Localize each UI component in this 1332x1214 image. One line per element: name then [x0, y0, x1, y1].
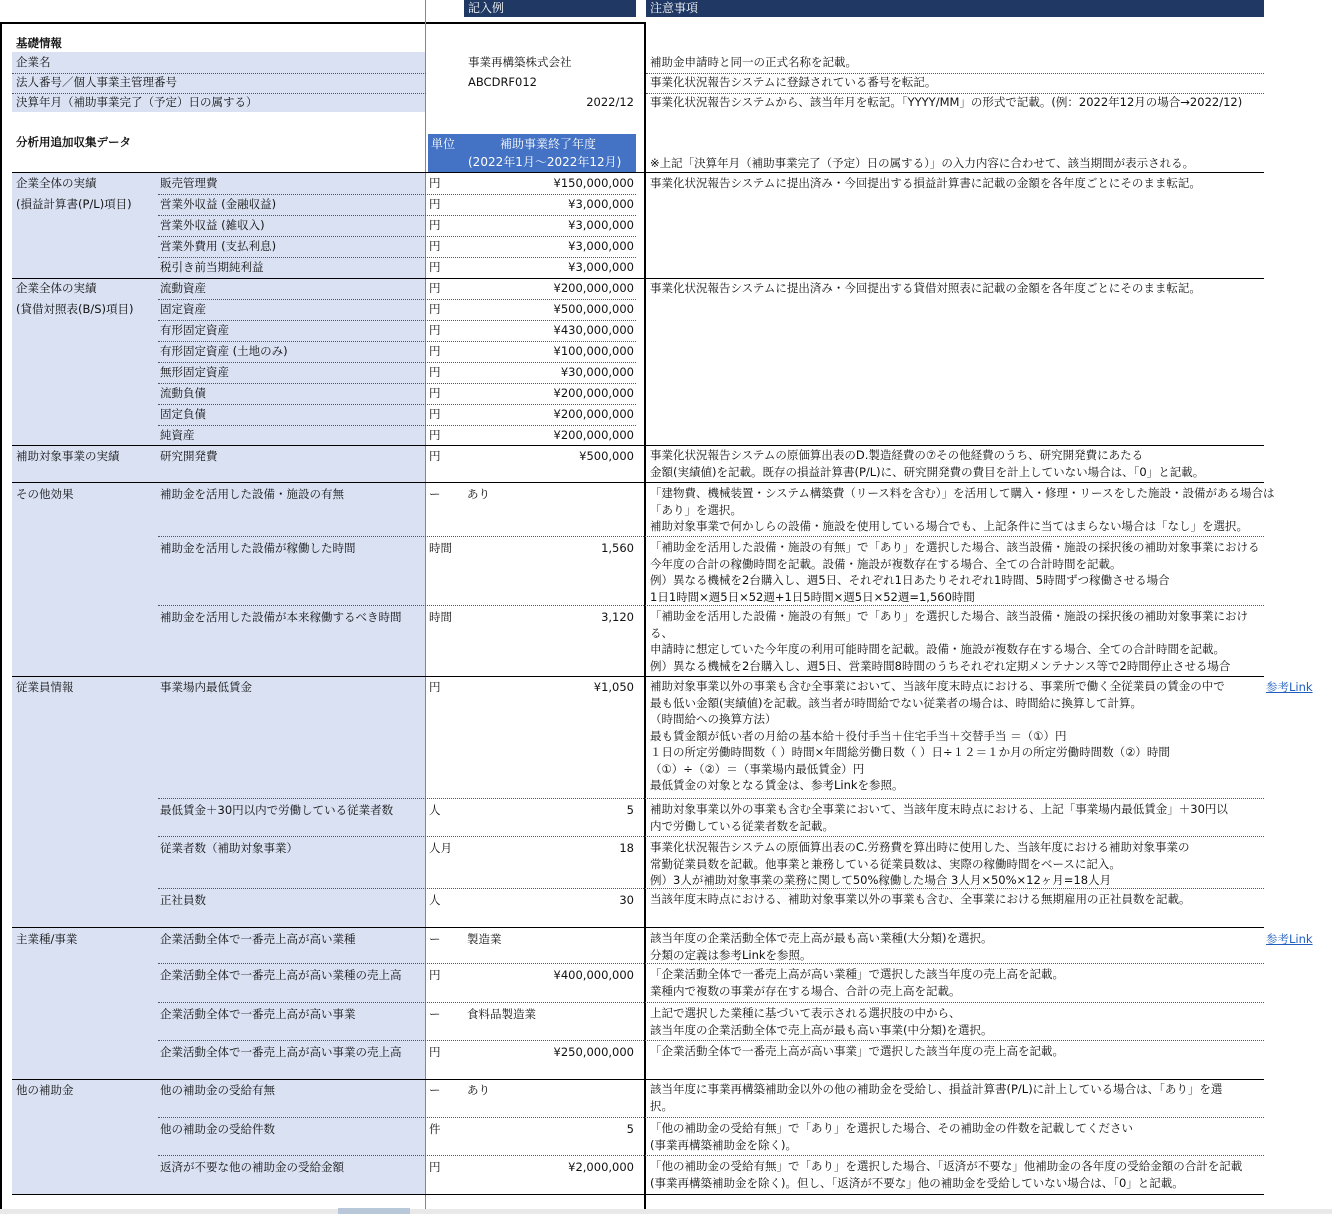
- row-border: [12, 482, 1264, 483]
- value-cell: 3,120: [601, 610, 634, 624]
- value-cell: 食料品製造業: [467, 1007, 536, 1021]
- group-label: 他の補助金: [16, 1083, 74, 1097]
- item-label: 補助金を活用した設備が稼働した時間: [160, 541, 356, 555]
- example-header: 記入例: [464, 0, 636, 17]
- value-cell: ¥2,000,000: [568, 1160, 634, 1174]
- value-cell: ¥100,000,000: [553, 344, 634, 358]
- item-label: 他の補助金の受給件数: [160, 1122, 275, 1136]
- row-border: [158, 194, 636, 195]
- notes-header: 注意事項: [646, 0, 1264, 17]
- note-line: 「企業活動全体で一番売上高が高い業種」で選択した該当年度の売上高を記載。: [650, 967, 1064, 981]
- row-border: [158, 605, 1264, 606]
- note-line: 例）3人が補助対象事業の業務に関して50%稼働した場合 3人月×50%×12ヶ月=18人月: [650, 873, 1112, 887]
- note-line: 補助対象事業以外の事業も含む全事業において、当該年度末時点における、事業所で働く全従業員の賃金の中で: [650, 679, 1225, 693]
- item-label: 企業活動全体で一番売上高が高い事業: [160, 1007, 356, 1021]
- basic-label: 決算年月（補助事業完了（予定）日の属する）: [16, 95, 258, 109]
- row-border: [158, 798, 1264, 799]
- unit-cell: 円: [429, 218, 441, 232]
- value-cell: ¥3,000,000: [568, 218, 634, 232]
- note-line: （時間給への換算方法）: [650, 712, 777, 726]
- note-line: 例）異なる機械を2台購入し、週5日、それぞれ1日あたりそれぞれ1時間、5時間ずつ稼働させる場合: [650, 573, 1170, 587]
- value-cell: ¥1,050: [593, 680, 634, 694]
- item-label: 事業場内最低賃金: [160, 680, 252, 694]
- item-label: 流動資産: [160, 281, 206, 295]
- unit-period-header: [428, 134, 636, 172]
- unit-cell: 円: [429, 260, 441, 274]
- item-label: 流動負債: [160, 386, 206, 400]
- unit-cell: 円: [429, 449, 441, 463]
- note-line: 該当年度の企業活動全体で売上高が最も高い事業(中分類)を選択。: [650, 1022, 993, 1037]
- unit-cell: 円: [429, 239, 441, 253]
- row-border: [12, 445, 1264, 446]
- item-label: 研究開発費: [160, 449, 218, 463]
- group-label: 従業員情報: [16, 680, 74, 694]
- item-label: 企業活動全体で一番売上高が高い業種: [160, 932, 356, 946]
- unit-cell: ー: [429, 487, 441, 501]
- pl-note: 事業化状況報告システムに提出済み・今回提出する損益計算書に記載の金額を各年度ごとにそのまま転記。: [650, 176, 1201, 190]
- unit-cell: 円: [429, 968, 441, 982]
- value-cell: ¥500,000,000: [553, 302, 634, 316]
- value-cell: ¥250,000,000: [553, 1045, 634, 1059]
- item-label: 固定資産: [160, 302, 206, 316]
- row-border: [12, 172, 1264, 173]
- sheet-tab[interactable]: [338, 1208, 410, 1214]
- unit-cell: 円: [429, 344, 441, 358]
- row-border: [158, 1155, 1264, 1156]
- note-line: 最も低い金額(実績値)を記載。該当者が時間給でない従業者の場合は、時間給に換算して計算。: [650, 695, 1142, 710]
- unit-cell: 円: [429, 680, 441, 694]
- note-line: 「補助金を活用した設備・施設の有無」で「あり」を選択した場合、該当設備・施設の採択後の補助対象事業におけ: [650, 609, 1248, 623]
- note-line: 事業化状況報告システムの原価算出表のD.製造経費の⑦その他経費のうち、研究開発費にあたる: [650, 448, 1144, 462]
- item-label: 有形固定資産: [160, 323, 229, 337]
- group-label: その他効果: [16, 487, 74, 501]
- note-line: 補助対象事業で何かしらの設備・施設を使用している場合でも、上記条件に当てはまらない場合は「なし」を選択。: [650, 519, 1248, 533]
- unit-cell: 円: [429, 386, 441, 400]
- value-cell: ¥3,000,000: [568, 260, 634, 274]
- unit-cell: 時間: [429, 541, 452, 555]
- note-line: 補助対象事業以外の事業も含む全事業において、当該年度末時点における、上記「事業場内最低賃金」＋30円以: [650, 802, 1228, 816]
- row-border: [158, 236, 636, 237]
- note-line: 該当年度に事業再構築補助金以外の他の補助金を受給し、損益計算書(P/L)に計上している場合は、「あり」を選: [650, 1082, 1223, 1096]
- unit-cell: 件: [429, 1122, 441, 1136]
- unit-cell: 人月: [429, 841, 452, 855]
- row-border: [158, 963, 1264, 964]
- unit-cell: 円: [429, 407, 441, 421]
- value-cell: ¥3,000,000: [568, 239, 634, 253]
- row-border: [158, 215, 636, 216]
- row-border: [12, 1194, 1264, 1195]
- period-header-line2: (2022年1月～2022年12月): [468, 155, 622, 169]
- row-border: [158, 299, 636, 300]
- item-label: 営業外費用 (支払利息): [160, 239, 277, 253]
- item-label: 固定負債: [160, 407, 206, 421]
- divider-example: [425, 0, 426, 1214]
- row-border: [12, 927, 1264, 928]
- note-line: (事業再構築補助金を除く)。: [650, 1137, 797, 1152]
- item-label: 営業外収益 (雑収入): [160, 218, 265, 232]
- note-line: 上記で選択した業種に基づいて表示される選択肢の中から、: [650, 1006, 961, 1020]
- basic-label: 法人番号／個人事業主管理番号: [16, 75, 177, 89]
- value-cell: ¥3,000,000: [568, 197, 634, 211]
- basic-value: 事業再構築株式会社: [468, 55, 572, 69]
- value-cell: ¥150,000,000: [553, 176, 634, 190]
- note-line: 申請時に想定していた今年度の利用可能時間を記載。設備・施設が複数存在する場合、全ての合計時間を記載。: [650, 642, 1225, 656]
- note-line: 択。: [650, 1098, 673, 1113]
- row-border: [158, 836, 1264, 837]
- divider-notes: [644, 22, 646, 1214]
- note-line: １日の所定労働時間数（ ）時間×年間総労働日数（ ）日÷１２＝１か月の所定労働時間数（②）時間: [650, 745, 1170, 759]
- value-cell: あり: [467, 1083, 490, 1097]
- reference-link[interactable]: 参考Link: [1266, 932, 1313, 946]
- row-border: [158, 1002, 1264, 1003]
- item-label: 最低賃金＋30円以内で労働している従業者数: [160, 803, 394, 817]
- value-cell: ¥200,000,000: [553, 407, 634, 421]
- unit-cell: 円: [429, 428, 441, 442]
- note-line: 該当年度の企業活動全体で売上高が最も高い業種(大分類)を選択。: [650, 931, 993, 945]
- value-cell: 5: [626, 1122, 634, 1136]
- basic-note: 事業化状況報告システムに登録されている番号を転記。: [650, 75, 937, 89]
- note-line: 今年度の合計の稼働時間を記載。設備・施設が複数存在する場合、全ての合計時間を記載。: [650, 556, 1122, 571]
- group-label: 主業種/事業: [16, 932, 78, 946]
- unit-cell: 円: [429, 1045, 441, 1059]
- note-line: 最低賃金の対象となる賃金は、参考Linkを参照。: [650, 778, 904, 792]
- unit-cell: 円: [429, 176, 441, 190]
- row-border: [158, 257, 636, 258]
- note-line: 事業化状況報告システムの原価算出表のC.労務費を算出時に使用した、当該年度における補助対象事業の: [650, 840, 1190, 854]
- group-label: 企業全体の実績: [16, 176, 97, 190]
- frame-top: [0, 22, 646, 24]
- item-label: 返済が不要な他の補助金の受給金額: [160, 1160, 344, 1174]
- value-cell: 30: [619, 893, 634, 907]
- row-border: [158, 536, 1264, 537]
- value-cell: ¥500,000: [579, 449, 634, 463]
- note-line: 金額(実績値)を記載。既存の損益計算書(P/L)に、研究開発費の費目を計上していない場合は、「0」と記載。: [650, 464, 1205, 479]
- note-line: 「建物費、機械装置・システム構築費（リース料を含む）」を活用して購入・修理・リースをした施設・設備がある場合は: [650, 486, 1275, 500]
- group-label: 企業全体の実績: [16, 281, 97, 295]
- note-line: 業種内で複数の事業が存在する場合、合計の売上高を記載。: [650, 983, 961, 998]
- unit-cell: 円: [429, 302, 441, 316]
- note-line: 「他の補助金の受給有無」で「あり」を選択した場合、その補助金の件数を記載してください: [650, 1121, 1133, 1135]
- item-label: 補助金を活用した設備が本来稼働するべき時間: [160, 610, 402, 624]
- item-label: 有形固定資産 (土地のみ): [160, 344, 288, 358]
- note-line: る、: [650, 625, 673, 640]
- row-border: [158, 888, 1264, 889]
- item-label: 純資産: [160, 428, 195, 442]
- row-border: [158, 1117, 1264, 1118]
- item-label: 販売管理費: [160, 176, 218, 190]
- row-border: [12, 1079, 1264, 1080]
- basic-note: 補助金申請時と同一の正式名称を記載。: [650, 55, 857, 69]
- period-note: ※上記「決算年月（補助事業完了（予定）日の属する）」の入力内容に合わせて、該当期間が表示される。: [650, 156, 1195, 170]
- note-line: 内で労働している従業者数を記載。: [650, 818, 834, 833]
- value-cell: ¥400,000,000: [553, 968, 634, 982]
- value-cell: ¥200,000,000: [553, 386, 634, 400]
- note-line: 最も賃金額が低い者の月給の基本給＋役付手当＋住宅手当＋交替手当 ＝（①）円: [650, 728, 1067, 743]
- sheet-scrollbar[interactable]: [0, 1209, 1332, 1214]
- period-header-line1: 補助事業終了年度: [500, 137, 597, 151]
- unit-cell: ー: [429, 1007, 441, 1021]
- unit-cell: 円: [429, 323, 441, 337]
- value-cell: ¥200,000,000: [553, 281, 634, 295]
- note-line: 「あり」を選択。: [650, 502, 742, 517]
- row-border: [158, 320, 636, 321]
- value-cell: ¥430,000,000: [553, 323, 634, 337]
- value-cell: 製造業: [467, 932, 502, 946]
- frame-left: [0, 22, 2, 1214]
- item-label: 無形固定資産: [160, 365, 229, 379]
- unit-cell: 円: [429, 197, 441, 211]
- item-label: 従業者数（補助対象事業）: [160, 841, 298, 855]
- unit-cell: 人: [429, 803, 441, 817]
- unit-cell: 人: [429, 893, 441, 907]
- group-label: 補助対象事業の実績: [16, 449, 120, 463]
- note-line: 「他の補助金の受給有無」で「あり」を選択した場合、「返済が不要な」他補助金の各年度の受給金額の合計を記載: [650, 1159, 1243, 1173]
- note-line: 当該年度末時点における、補助対象事業以外の事業も含む、全事業における無期雇用の正社員数を記載。: [650, 892, 1191, 906]
- item-label: 他の補助金の受給有無: [160, 1083, 275, 1097]
- unit-cell: ー: [429, 932, 441, 946]
- note-line: 「企業活動全体で一番売上高が高い事業」で選択した該当年度の売上高を記載。: [650, 1044, 1064, 1058]
- note-line: 1日1時間×週5日×52週+1日5時間×週5日×52週=1,560時間: [650, 589, 975, 604]
- row-border: [158, 383, 636, 384]
- unit-header: 単位: [431, 137, 456, 151]
- value-cell: あり: [467, 487, 490, 501]
- row-border: [12, 278, 1264, 279]
- value-cell: 18: [619, 841, 634, 855]
- unit-cell: 時間: [429, 610, 452, 624]
- group-label: (損益計算書(P/L)項目): [16, 197, 132, 211]
- item-label: 企業活動全体で一番売上高が高い業種の売上高: [160, 968, 402, 982]
- basic-value: ABCDRF012: [468, 75, 537, 89]
- row-border: [12, 676, 1264, 677]
- basic-note: 事業化状況報告システムから、該当年月を転記。「YYYY/MM」の形式で記載。(例：2022年12月の場合→2022/12): [650, 95, 1243, 109]
- basic-label: 企業名: [16, 55, 51, 69]
- value-cell: ¥200,000,000: [553, 428, 634, 442]
- bs-note: 事業化状況報告システムに提出済み・今回提出する貸借対照表に記載の金額を各年度ごとにそのまま転記。: [650, 281, 1201, 295]
- value-cell: 5: [626, 803, 634, 817]
- item-label: 補助金を活用した設備・施設の有無: [160, 487, 344, 501]
- note-line: (事業再構築補助金を除く)。但し、「返済が不要な」他の補助金を受給していない場合は、「0」と記載。: [650, 1175, 1184, 1190]
- basic-value: 2022/12: [586, 95, 634, 109]
- value-cell: 1,560: [601, 541, 634, 555]
- unit-cell: 円: [429, 281, 441, 295]
- row-border: [158, 425, 636, 426]
- row-border: [158, 341, 636, 342]
- item-label: 企業活動全体で一番売上高が高い事業の売上高: [160, 1045, 402, 1059]
- item-label: 税引き前当期純利益: [160, 260, 264, 274]
- basic-section-title: 基礎情報: [16, 36, 62, 50]
- note-line: 「補助金を活用した設備・施設の有無」で「あり」を選択した場合、該当設備・施設の採択後の補助対象事業における: [650, 540, 1260, 554]
- note-line: 常勤従業員数を記載。他事業と兼務している従業員数は、実際の稼働時間をベースに記入。: [650, 856, 1121, 871]
- row-border: [158, 1040, 1264, 1041]
- row-border: [158, 362, 636, 363]
- item-label: 正社員数: [160, 893, 206, 907]
- unit-cell: 円: [429, 1160, 441, 1174]
- reference-link[interactable]: 参考Link: [1266, 680, 1313, 694]
- unit-cell: 円: [429, 365, 441, 379]
- unit-cell: ー: [429, 1083, 441, 1097]
- note-line: （①）÷（②）＝（事業場内最低賃金）円: [650, 761, 865, 776]
- note-line: 分類の定義は参考Linkを参照。: [650, 947, 812, 962]
- analysis-section-title: 分析用追加収集データ: [16, 135, 131, 149]
- group-label: (貸借対照表(B/S)項目): [16, 302, 134, 316]
- value-cell: ¥30,000,000: [560, 365, 634, 379]
- item-label: 営業外収益 (金融収益): [160, 197, 277, 211]
- row-border: [158, 404, 636, 405]
- note-line: 例）異なる機械を2台購入し、週5日、営業時間8時間のうちそれぞれ定期メンテナンス等で2時間停止させる場合: [650, 658, 1231, 673]
